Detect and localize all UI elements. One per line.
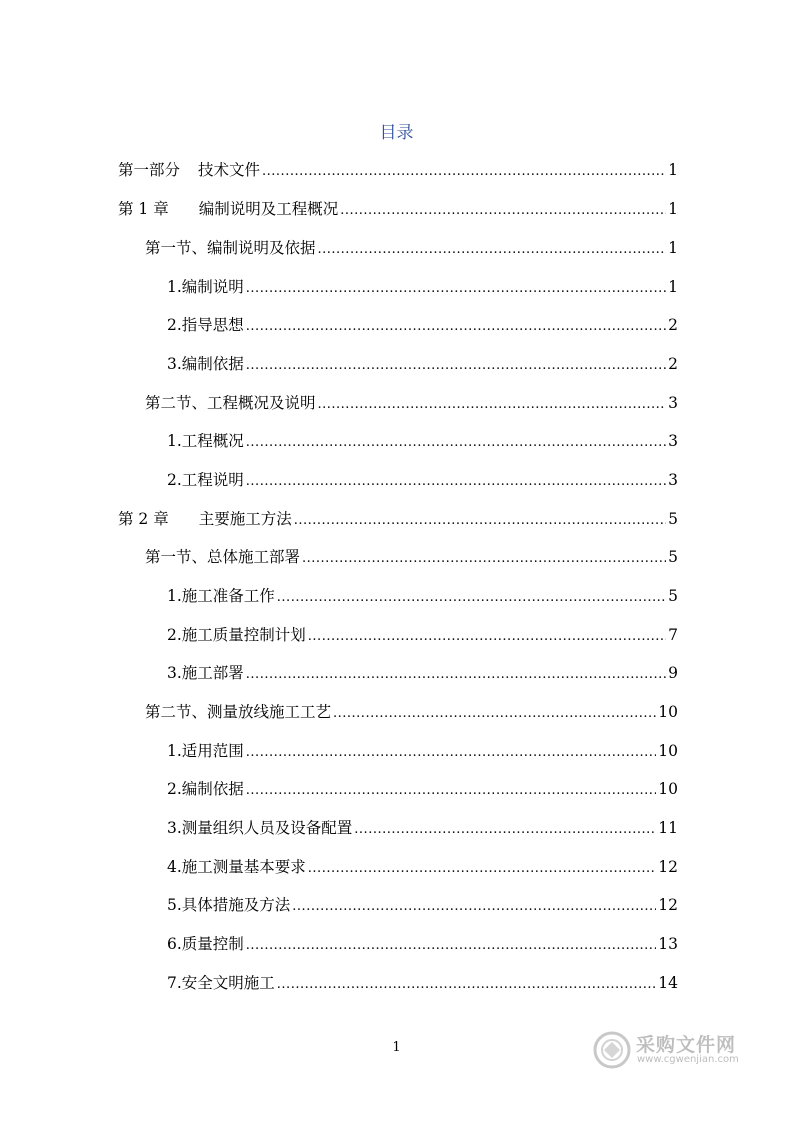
toc-page-number: 1	[668, 161, 678, 179]
toc-entry-label: 2.指导思想	[167, 316, 244, 334]
toc-leader-dots	[308, 857, 656, 881]
toc-leader-dots	[246, 741, 656, 765]
toc-entry[interactable]	[145, 391, 678, 415]
toc-entry-label: 1.工程概况	[167, 432, 244, 450]
toc-leader-dots	[246, 779, 656, 803]
toc-page-number: 2	[668, 355, 678, 373]
toc-page-number: 12	[658, 896, 678, 914]
toc-entry-label: 第 2 章	[118, 510, 169, 528]
toc-page-number: 9	[668, 664, 678, 682]
toc-entry[interactable]	[167, 777, 678, 801]
watermark-name: 采购文件网	[636, 1034, 737, 1056]
toc-leader-dots	[294, 509, 666, 533]
toc-leader-dots	[318, 238, 667, 262]
toc-entry-label: 2.工程说明	[167, 471, 244, 489]
toc-entry-label: 编制说明及工程概况	[198, 200, 339, 218]
page-number: 1	[392, 1040, 401, 1055]
toc-title: 目录	[379, 123, 414, 143]
toc-entry[interactable]	[167, 816, 678, 840]
toc-entry-label: 6.质量控制	[167, 935, 244, 953]
toc-entry[interactable]	[145, 236, 678, 260]
toc-page-number: 10	[658, 780, 678, 798]
toc-page-number: 14	[658, 974, 678, 992]
toc-entry-label: 技术文件	[198, 161, 261, 179]
toc-entry[interactable]	[167, 661, 678, 685]
toc-entry-label: 3.编制依据	[167, 355, 244, 373]
toc-entry[interactable]	[167, 893, 678, 917]
toc-entry-label: 第一节、总体施工部署	[145, 548, 301, 566]
toc-leader-dots	[246, 277, 666, 301]
toc-entry[interactable]	[145, 700, 678, 724]
toc-page-number: 3	[668, 471, 678, 489]
toc-leader-dots	[302, 547, 666, 571]
toc-leader-dots	[308, 625, 666, 649]
toc-entry-label: 2.编制依据	[167, 780, 244, 798]
toc-entry-label: 第一节、编制说明及依据	[145, 239, 316, 257]
toc-leader-dots	[246, 431, 666, 455]
toc-entry-label: 7.安全文明施工	[167, 974, 275, 992]
toc-page-number: 1	[668, 278, 678, 296]
toc-page-number: 5	[668, 587, 678, 605]
toc-page-number: 7	[668, 626, 678, 644]
watermark-logo-icon	[592, 1030, 632, 1074]
toc-entry[interactable]	[167, 855, 678, 879]
toc-entry-label: 第二节、测量放线施工工艺	[145, 703, 332, 721]
toc-leader-dots	[340, 199, 666, 223]
toc-entry-label: 1.施工准备工作	[167, 587, 275, 605]
toc-entry-label: 3.测量组织人员及设备配置	[167, 819, 353, 837]
toc-entry[interactable]	[167, 468, 678, 492]
toc-leader-dots	[333, 702, 656, 726]
toc-entry-label: 1.编制说明	[167, 278, 244, 296]
toc-leader-dots	[277, 973, 656, 997]
toc-page-number: 13	[658, 935, 678, 953]
toc-leader-dots	[292, 895, 656, 919]
toc-leader-dots	[246, 934, 656, 958]
toc-entry[interactable]	[167, 429, 678, 453]
toc-page-number: 5	[668, 548, 678, 566]
toc-page-number: 2	[668, 316, 678, 334]
toc-entry-label: 5.具体措施及方法	[167, 896, 291, 914]
toc-entry[interactable]	[118, 158, 678, 182]
toc-entry-label: 第一部分	[118, 161, 181, 179]
toc-entry-label: 1.适用范围	[167, 742, 244, 760]
toc-page-number: 1	[668, 239, 678, 257]
watermark	[592, 1028, 762, 1072]
toc-leader-dots	[354, 818, 656, 842]
toc-page-number: 3	[668, 432, 678, 450]
toc-page-number: 12	[658, 858, 678, 876]
toc-entry-label: 2.施工质量控制计划	[167, 626, 306, 644]
toc-leader-dots	[246, 663, 666, 687]
toc-page-number: 3	[668, 394, 678, 412]
toc-page-number: 11	[658, 819, 678, 837]
toc-page-number: 10	[658, 703, 678, 721]
toc-leader-dots	[262, 160, 666, 184]
toc-entry[interactable]	[167, 971, 678, 995]
toc-entry[interactable]	[167, 584, 678, 608]
watermark-url: www.cgwenjian.com	[637, 1054, 739, 1065]
toc-leader-dots	[318, 393, 667, 417]
toc-entry-label: 3.施工部署	[167, 664, 244, 682]
toc-entry[interactable]	[118, 507, 678, 531]
toc-entry[interactable]	[167, 932, 678, 956]
toc-entry[interactable]	[167, 352, 678, 376]
toc-leader-dots	[277, 586, 666, 610]
toc-page-number: 5	[668, 510, 678, 528]
toc-entry[interactable]	[145, 545, 678, 569]
toc-entry[interactable]	[118, 197, 678, 221]
toc-entry[interactable]	[167, 275, 678, 299]
toc-entry-label: 第二节、工程概况及说明	[145, 394, 316, 412]
toc-leader-dots	[246, 315, 666, 339]
toc-entry-label: 4.施工测量基本要求	[167, 858, 306, 876]
toc-leader-dots	[246, 470, 666, 494]
toc-page-number: 10	[658, 742, 678, 760]
toc-entry-label: 主要施工方法	[198, 510, 292, 528]
toc-entry-label: 第 1 章	[118, 200, 169, 218]
toc-entry[interactable]	[167, 623, 678, 647]
toc-entry[interactable]	[167, 313, 678, 337]
toc-entry[interactable]	[167, 739, 678, 763]
toc-leader-dots	[246, 354, 666, 378]
toc-page-number: 1	[668, 200, 678, 218]
